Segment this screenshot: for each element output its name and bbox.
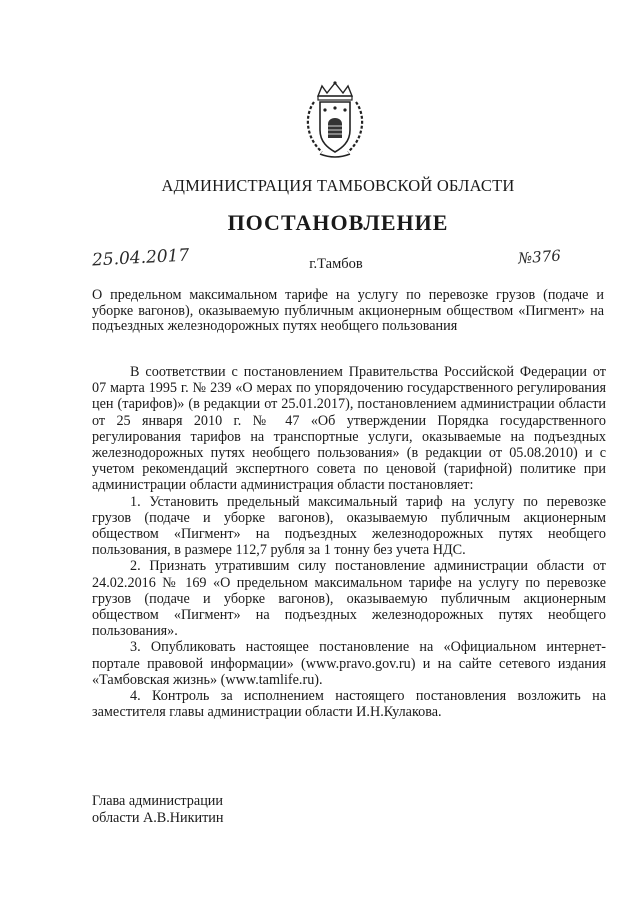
document-date: 25.04.2017 bbox=[91, 245, 190, 271]
resolution-item-3: 3. Опубликовать настоящее постановление на «Официальном интернет-портале правовой информации» (www.pravo.gov.ru) и на сайте сетевого издания «Тамбовская жизнь» (www.tamlife.ru). bbox=[92, 639, 606, 688]
signer-name: области А.В.Никитин bbox=[92, 810, 224, 826]
signature-block bbox=[92, 793, 223, 827]
document-subject: О предельном максимальном тарифе на услугу по перевозке грузов (подаче и уборке вагонов), оказываемую публичным акционерным обществом «Пигмент» на подъездных железнодорожных путях необщего пользования bbox=[92, 287, 604, 334]
document-city: г.Тамбов bbox=[309, 256, 363, 272]
resolution-item-1: 1. Установить предельный максимальный тариф на услугу по перевозке грузов (подаче и уборке вагонов), оказываемую публичным акционерным обществом «Пигмент» на подъездных железнодорожных путях необщего пользования, в размере 112,7 рубля за 1 тонну без учета НДС. bbox=[92, 493, 606, 559]
preamble-paragraph: В соответствии с постановлением Правительства Российской Федерации от 07 марта 1995 г. № 239 «О мерах по упорядочению государственного регулирования цен (тарифов)» (в редакции от 25.01.2017), постановлением администрации области от 25 января 2010 г. № 47 «Об утверждении Порядка государственного регулирования тарифов на транспортные услуги, оказываемые на подъездных железнодорожных путях необщего пользования» (в редакции от 05.08.2010) и с учетом рекомендаций экспертного совета по ценовой (тарифной) политике при администрации области администрация области постановляет: bbox=[92, 364, 606, 494]
document-number: №376 bbox=[517, 246, 562, 268]
document-body bbox=[92, 364, 606, 720]
agency-name: АДМИНИСТРАЦИЯ ТАМБОВСКОЙ ОБЛАСТИ bbox=[161, 176, 515, 195]
coat-of-arms-icon bbox=[300, 80, 370, 160]
document-type: ПОСТАНОВЛЕНИЕ bbox=[227, 210, 449, 235]
resolution-item-2: 2. Признать утратившим силу постановление администрации области от 24.02.2016 № 169 «О предельном максимальном тарифе на услугу по перевозке грузов (подаче и уборке вагонов), оказываемую публичным акционерным обществом «Пигмент» на подъездных железнодорожных путях необщего пользования». bbox=[92, 558, 606, 640]
resolution-item-4: 4. Контроль за исполнением настоящего постановления возложить на заместителя главы администрации области И.Н.Кулакова. bbox=[92, 688, 606, 721]
signer-title: Глава администрации bbox=[92, 793, 223, 809]
